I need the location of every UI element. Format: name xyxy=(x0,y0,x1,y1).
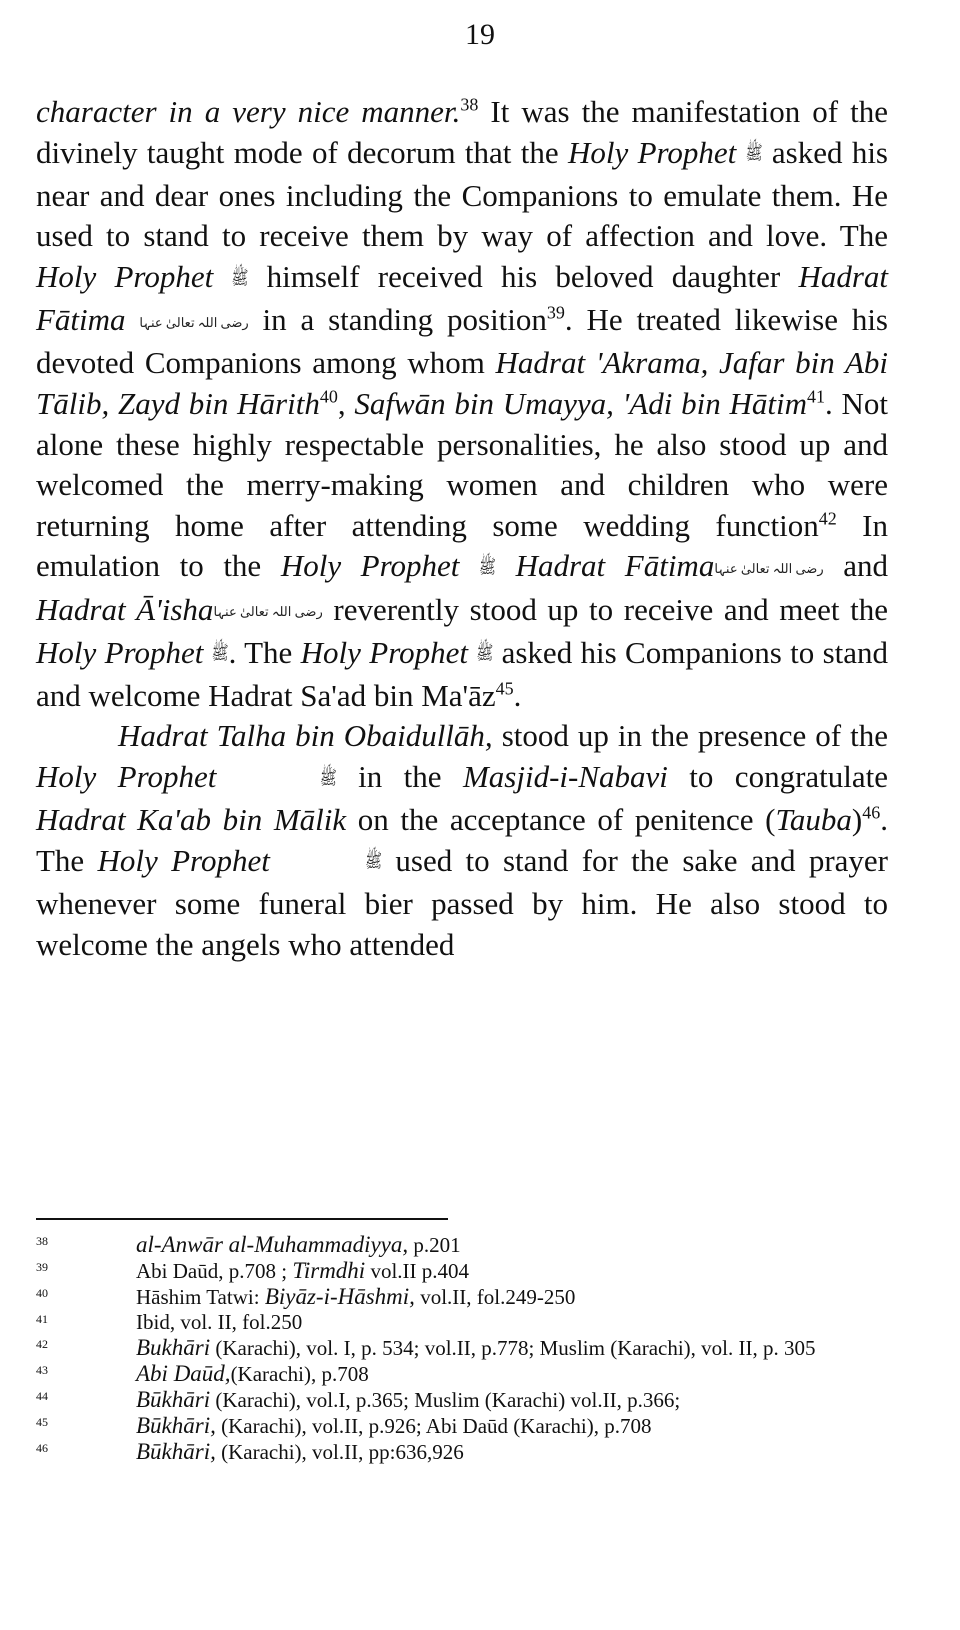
text-run: himself received his beloved daughter xyxy=(248,258,799,294)
text-run: Abi Daūd, p.708 ; xyxy=(136,1259,293,1283)
footnote-item xyxy=(36,1413,888,1439)
text-run xyxy=(496,548,516,583)
text-run: character in a very nice manner. xyxy=(36,94,461,129)
text-run: Hadrat Ka'ab bin Mālik xyxy=(36,802,347,838)
footnote-item xyxy=(36,1232,888,1258)
footnote-text xyxy=(136,1439,888,1465)
saw-icon: ﷺ xyxy=(365,852,383,874)
text-run: Hadrat Fātima xyxy=(36,258,889,338)
text-run: (Karachi), vol.I, p.365; Muslim (Karachi) vol.II, p.366; xyxy=(210,1388,681,1412)
saw-icon: ﷺ xyxy=(231,268,249,290)
footnote-number: 39 xyxy=(36,1260,48,1274)
text-run: and xyxy=(823,548,889,584)
saw-icon: ﷺ xyxy=(745,143,763,165)
footnote-number: 38 xyxy=(36,1234,48,1248)
text-run: Holy Prophet xyxy=(36,634,204,670)
paragraph-1 xyxy=(36,92,888,716)
paragraph-2 xyxy=(36,716,888,965)
text-run: Safwān bin Umayya, 'Adi bin Hātim xyxy=(354,385,807,421)
footnote-number: 43 xyxy=(36,1363,48,1377)
footnote-ref: 42 xyxy=(818,508,837,529)
footnote-text xyxy=(136,1258,888,1284)
footnote-item xyxy=(36,1361,888,1387)
footnote-ref: 46 xyxy=(862,802,881,823)
text-run: Holy Prophet xyxy=(567,134,737,170)
footnote-ref: 39 xyxy=(546,302,565,323)
text-run: Hāshim Tatwi: xyxy=(136,1285,265,1309)
footnote-item xyxy=(36,1439,888,1465)
footnote-text xyxy=(136,1310,888,1335)
footnote-ref: 38 xyxy=(460,94,479,115)
footnote-text xyxy=(136,1335,888,1361)
saw-icon: ﷺ xyxy=(319,768,337,790)
text-run: , xyxy=(337,385,355,421)
text-run: p.201 xyxy=(408,1233,461,1257)
text-run: (Karachi), vol. I, p. 534; vol.II, p.778; Muslim (Karachi), vol. II, p. 305 xyxy=(210,1336,816,1360)
footnote-number: 40 xyxy=(36,1286,48,1300)
footnote-number: 45 xyxy=(36,1415,48,1429)
footnote-divider xyxy=(36,1218,448,1220)
text-run: Holy Prophet xyxy=(36,258,214,294)
text-run: (Karachi), p.708 xyxy=(230,1362,369,1386)
footnote-item xyxy=(36,1335,888,1361)
footnote-item xyxy=(36,1310,888,1335)
footnote-item xyxy=(36,1284,888,1310)
footnote-number: 46 xyxy=(36,1441,48,1455)
footnote-ref: 41 xyxy=(806,386,825,407)
text-run: . The xyxy=(36,802,888,878)
text-run: Biyāz-i-Hāshmi, xyxy=(264,1284,415,1309)
text-run: . Not alone these highly respectable personalities, he also stood up and welcomed the merry-making women and children who were returning home after attending some wedding function xyxy=(36,385,888,543)
text-run: vol.II, fol.249-250 xyxy=(414,1285,576,1309)
text-run: used to stand for the sake and prayer whenever some funeral bier passed by him. He also stood to welcome the angels who attended xyxy=(36,842,889,962)
footnote-text xyxy=(136,1361,888,1387)
saw-icon: ﷺ xyxy=(476,643,494,665)
text-run: (Karachi), vol.II, p.926; Abi Daūd (Karachi), p.708 xyxy=(215,1414,652,1438)
text-run: In emulation to the xyxy=(36,507,888,584)
text-run: (Karachi), vol.II, pp:636,926 xyxy=(215,1440,464,1464)
page-number: 19 xyxy=(465,18,495,51)
text-run: . He treated likewise his devoted Companions among whom xyxy=(36,302,888,381)
footnote-number: 41 xyxy=(36,1312,48,1326)
text-run: . The xyxy=(228,634,301,670)
text-run: in a standing position xyxy=(248,302,547,338)
text-run: asked his near and dear ones including the Companions to emulate them. He used to stand to receive them by way of affection and love. The xyxy=(36,134,889,254)
ra-icon: رضی اللہ تعالیٰ عنہا xyxy=(139,314,249,330)
footnote-text xyxy=(136,1387,888,1413)
text-run: stood up in the presence of the xyxy=(492,718,889,754)
text-run: asked his Companions to stand and welcome Hadrat Sa'ad bin Ma'āz xyxy=(36,634,889,713)
text-run: Holy Prophet xyxy=(36,759,217,795)
footnotes xyxy=(36,1232,888,1465)
text-run: Masjid-i-Nabavi xyxy=(462,759,668,795)
ra-icon: رضی اللہ تعالیٰ عنہا xyxy=(714,560,824,576)
text-run: Būkhāri xyxy=(136,1387,211,1412)
footnote-text xyxy=(136,1232,888,1258)
text-run: Hadrat Fātima xyxy=(515,548,715,584)
text-run: Hadrat Ā'isha xyxy=(36,591,214,627)
text-run: in the xyxy=(336,759,463,795)
text-run: Būkhāri, xyxy=(136,1413,216,1438)
footnote-number: 44 xyxy=(36,1389,48,1403)
text-run: Būkhāri, xyxy=(136,1439,216,1464)
text-run: reverently stood up to receive and meet the xyxy=(322,591,888,627)
text-run: It was the manifestation of the divinely taught mode of decorum that the xyxy=(36,94,888,170)
footnote-text xyxy=(136,1413,888,1439)
text-run: on the acceptance of penitence ( xyxy=(346,802,776,838)
text-run: Bukhāri xyxy=(136,1335,211,1360)
body-text xyxy=(36,92,888,965)
text-run: . xyxy=(513,677,522,713)
text-run: Holy Prophet xyxy=(300,634,468,670)
footnote-ref: 40 xyxy=(319,386,338,407)
text-run: Tirmdhi xyxy=(292,1258,366,1283)
footnote-item xyxy=(36,1258,888,1284)
footnote-number: 42 xyxy=(36,1337,48,1351)
text-run: vol.II p.404 xyxy=(365,1259,470,1283)
text-run: al-Anwār al-Muhammadiyya, xyxy=(136,1232,409,1257)
saw-icon: ﷺ xyxy=(479,557,496,579)
footnote-text xyxy=(136,1284,888,1310)
text-run: Holy Prophet xyxy=(280,548,460,584)
text-run: ) xyxy=(851,802,863,838)
saw-icon: ﷺ xyxy=(211,643,229,665)
footnote-item xyxy=(36,1387,888,1413)
footnote-ref: 45 xyxy=(495,678,514,699)
text-run: Tauba xyxy=(775,802,852,838)
text-run: Ibid, vol. II, fol.250 xyxy=(136,1310,303,1334)
text-run: Hadrat Talha bin Obaidullāh, xyxy=(118,718,493,754)
text-run: to congratulate xyxy=(667,759,889,795)
text-run: Holy Prophet xyxy=(97,842,270,878)
text-run: Hadrat 'Akrama, Jafar bin Abi Tālib, Zayd bin Hārith xyxy=(36,345,888,421)
ra-icon: رضی اللہ تعالیٰ عنہا xyxy=(213,604,323,620)
text-run: Abi Daūd, xyxy=(136,1361,231,1386)
